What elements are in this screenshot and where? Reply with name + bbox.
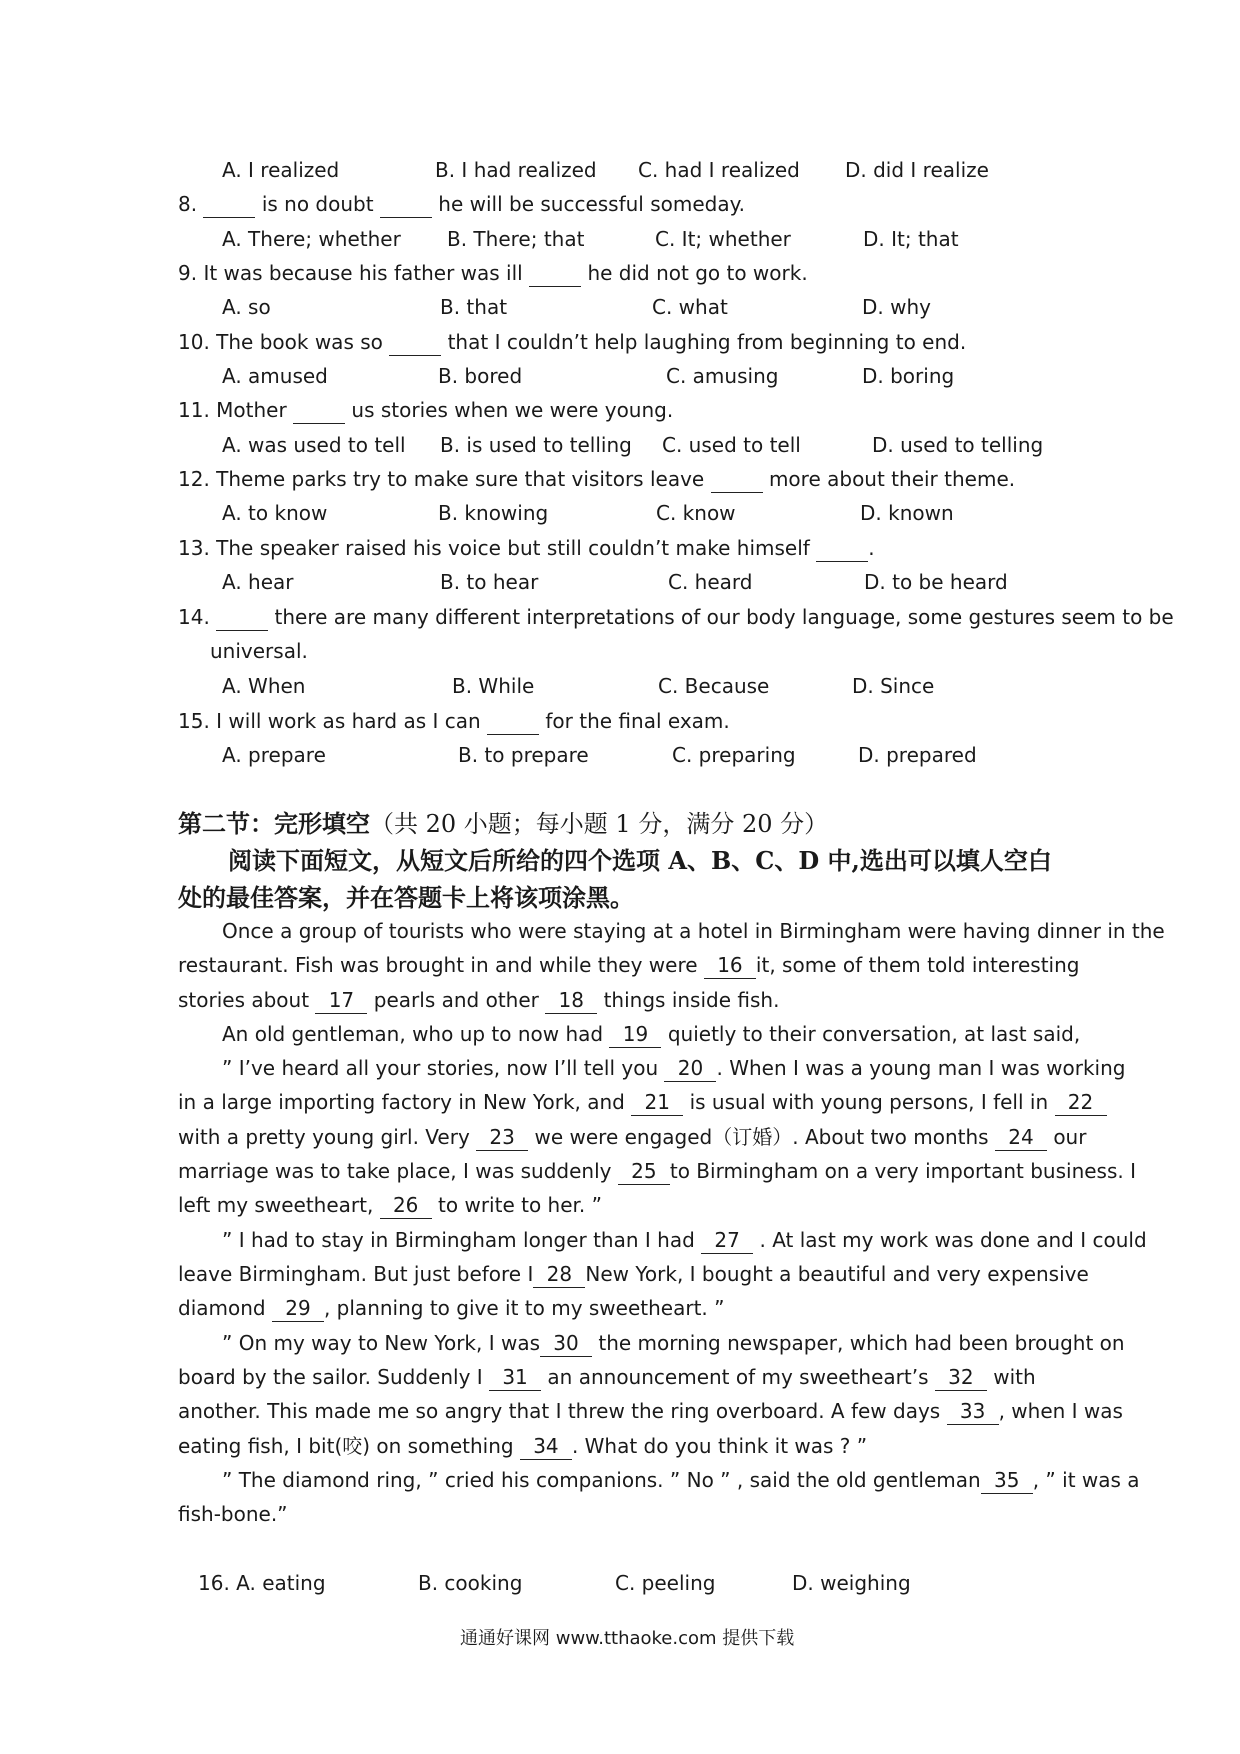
- option-d: D. did I realize: [845, 158, 989, 182]
- option-d: D. It; that: [863, 227, 959, 251]
- blank: [293, 397, 345, 424]
- question-number: 8.: [178, 192, 198, 216]
- blank: [711, 466, 763, 493]
- option-b: B. I had realized: [435, 158, 597, 182]
- passage-text: eating fish, I bit(咬) on something: [178, 1434, 514, 1458]
- passage-text: ” I had to stay in Birmingham longer than I had: [222, 1228, 695, 1252]
- blank-27: 27: [701, 1227, 753, 1254]
- question-text: more about their theme.: [768, 467, 1016, 491]
- option-a: A. amused: [222, 364, 328, 388]
- option-c: C. amusing: [666, 364, 779, 388]
- passage-line: [178, 1089, 1107, 1116]
- passage-text: , when I was: [998, 1399, 1123, 1423]
- question-13: [178, 535, 875, 562]
- passage-text: , ” it was a: [1032, 1468, 1140, 1492]
- passage-text: . When I was a young man I was working: [716, 1056, 1126, 1080]
- passage-line: [178, 1261, 1089, 1288]
- option-c: C. had I realized: [638, 158, 800, 182]
- blank-32: 32: [935, 1364, 987, 1391]
- question-text: 10. The book was so: [178, 330, 383, 354]
- option-a: A. There; whether: [222, 227, 401, 251]
- blank: [529, 260, 581, 287]
- passage-line: [178, 1124, 1086, 1151]
- blank-17: 17: [315, 987, 367, 1014]
- question-9: [178, 260, 808, 287]
- passage-text: our: [1053, 1125, 1087, 1149]
- passage-line: [178, 1398, 1123, 1425]
- passage-text: ” I’ve heard all your stories, now I’ll tell you: [222, 1056, 659, 1080]
- option-c: C. Because: [658, 674, 770, 698]
- passage-text: things inside fish.: [603, 988, 780, 1012]
- option-c: C. peeling: [615, 1571, 716, 1595]
- passage-text: in a large importing factory in New York, and: [178, 1090, 625, 1114]
- blank: [487, 708, 539, 735]
- question-14: [178, 604, 1174, 631]
- option-b: B. to prepare: [458, 743, 589, 767]
- passage-line: [178, 1364, 1036, 1391]
- footer-text: 通通好课网 www.tthaoke.com 提供下载: [460, 1628, 795, 1649]
- passage-text: an announcement of my sweetheart’s: [547, 1365, 929, 1389]
- section-title-bold: 第二节：完形填空: [178, 809, 370, 838]
- blank: [216, 604, 268, 631]
- passage-text: stories about: [178, 988, 310, 1012]
- passage-text: board by the sailor. Suddenly I: [178, 1365, 483, 1389]
- passage-text: , planning to give it to my sweetheart. ”: [323, 1296, 725, 1320]
- blank-25: 25: [618, 1158, 670, 1185]
- option-c: C. what: [652, 295, 728, 319]
- blank: [380, 191, 432, 218]
- option-a: A. I realized: [222, 158, 340, 182]
- blank-19: 19: [609, 1021, 661, 1048]
- option-c: C. know: [656, 501, 736, 525]
- passage-text: ” On my way to New York, I was: [222, 1331, 540, 1355]
- passage-line: [222, 1467, 1140, 1494]
- question-text: is no doubt: [261, 192, 374, 216]
- passage-text: marriage was to take place, I was suddenly: [178, 1159, 612, 1183]
- passage-text: diamond: [178, 1296, 266, 1320]
- question-8: [178, 191, 745, 218]
- question-text: he will be successful someday.: [438, 192, 745, 216]
- option-d: D. known: [860, 501, 954, 525]
- passage-line: [178, 1295, 725, 1322]
- passage-line: [178, 987, 779, 1014]
- passage-text: to Birmingham on a very important business. I: [669, 1159, 1137, 1183]
- blank-21: 21: [631, 1089, 683, 1116]
- blank-34: 34: [520, 1433, 572, 1460]
- passage-text: quietly to their conversation, at last said,: [667, 1022, 1081, 1046]
- option-d: D. Since: [852, 674, 935, 698]
- blank-16: 16: [704, 952, 756, 979]
- passage-text: pearls and other: [373, 988, 539, 1012]
- option-a: A. When: [222, 674, 306, 698]
- option-c: C. preparing: [672, 743, 796, 767]
- passage-line: [222, 1330, 1125, 1357]
- blank-26: 26: [380, 1192, 432, 1219]
- option-c: C. It; whether: [655, 227, 791, 251]
- question-text: 12. Theme parks try to make sure that visitors leave: [178, 467, 705, 491]
- passage-text: An old gentleman, who up to now had: [222, 1022, 604, 1046]
- option-d: D. to be heard: [864, 570, 1008, 594]
- passage-line: [178, 1158, 1136, 1185]
- question-text: 15. I will work as hard as I can: [178, 709, 481, 733]
- option-c: C. used to tell: [662, 433, 801, 457]
- passage-text: ” The diamond ring, ” cried his companions. ” No ” , said the old gentleman: [222, 1468, 981, 1492]
- option-a: A. to know: [222, 501, 328, 525]
- option-a: A. was used to tell: [222, 433, 406, 457]
- passage-line: [222, 1227, 1147, 1254]
- option-b: B. knowing: [438, 501, 549, 525]
- question-text: that I couldn’t help laughing from beginning to end.: [447, 330, 967, 354]
- option-d: D. weighing: [792, 1571, 911, 1595]
- option-b: B. that: [440, 295, 508, 319]
- passage-line: [222, 1021, 1080, 1048]
- instruction-line-1: 阅读下面短文，从短文后所给的四个选项 A、B、C、D 中,选出可以填人空白: [228, 846, 1052, 875]
- blank-24: 24: [995, 1124, 1047, 1151]
- blank: [816, 535, 868, 562]
- question-text: 11. Mother: [178, 398, 287, 422]
- section-title: [178, 808, 828, 840]
- passage-text: another. This made me so angry that I threw the ring overboard. A few days: [178, 1399, 941, 1423]
- option-d: D. why: [862, 295, 931, 319]
- passage-line: [178, 1433, 867, 1460]
- question-12: [178, 466, 1015, 493]
- option-a: 16. A. eating: [198, 1571, 326, 1595]
- passage-text: with: [993, 1365, 1036, 1389]
- passage-text: leave Birmingham. But just before I: [178, 1262, 534, 1286]
- question-text: us stories when we were young.: [351, 398, 674, 422]
- question-11: [178, 397, 673, 424]
- passage-text: the morning newspaper, which had been brought on: [598, 1331, 1125, 1355]
- option-b: B. bored: [438, 364, 523, 388]
- section-title-scoring: （共 20 小题；每小题 1 分，满分 20 分）: [370, 810, 829, 838]
- blank-33: 33: [947, 1398, 999, 1425]
- blank-31: 31: [489, 1364, 541, 1391]
- option-b: B. cooking: [418, 1571, 523, 1595]
- blank-28: 28: [533, 1261, 585, 1288]
- blank-30: 30: [540, 1330, 592, 1357]
- option-b: B. to hear: [440, 570, 539, 594]
- option-a: A. so: [222, 295, 271, 319]
- passage-text: . What do you think it was ? ”: [571, 1434, 868, 1458]
- question-text: 9. It was because his father was ill: [178, 261, 523, 285]
- option-a: A. prepare: [222, 743, 326, 767]
- question-text: .: [868, 536, 875, 560]
- passage-line: [178, 1192, 602, 1219]
- blank-23: 23: [476, 1124, 528, 1151]
- option-d: D. used to telling: [872, 433, 1044, 457]
- passage-text: it, some of them told interesting: [755, 953, 1080, 977]
- passage-line: fish-bone.”: [178, 1502, 288, 1526]
- option-a: A. hear: [222, 570, 294, 594]
- passage-text: restaurant. Fish was brought in and while they were: [178, 953, 698, 977]
- blank-35: 35: [981, 1467, 1033, 1494]
- passage-line: Once a group of tourists who were staying at a hotel in Birmingham were having dinner in the: [222, 919, 1165, 943]
- passage-text: we were engaged（订婚）. About two months: [534, 1125, 989, 1149]
- blank: [203, 191, 255, 218]
- blank-29: 29: [272, 1295, 324, 1322]
- question-number: 14.: [178, 605, 210, 629]
- option-c: C. heard: [668, 570, 753, 594]
- blank-18: 18: [545, 987, 597, 1014]
- passage-line: [222, 1055, 1125, 1082]
- option-b: B. There; that: [447, 227, 585, 251]
- passage-text: New York, I bought a beautiful and very expensive: [585, 1262, 1089, 1286]
- option-d: D. prepared: [858, 743, 977, 767]
- instruction-line-2: 处的最佳答案，并在答题卡上将该项涂黑。: [178, 883, 634, 912]
- blank-22: 22: [1055, 1089, 1107, 1116]
- passage-text: . At last my work was done and I could: [759, 1228, 1147, 1252]
- question-10: [178, 329, 966, 356]
- question-text: for the final exam.: [545, 709, 730, 733]
- question-text: there are many different interpretations of our body language, some gestures seem to be: [274, 605, 1174, 629]
- blank-20: 20: [664, 1055, 716, 1082]
- passage-text: is usual with young persons, I fell in: [689, 1090, 1049, 1114]
- passage-text: with a pretty young girl. Very: [178, 1125, 470, 1149]
- option-b: B. is used to telling: [440, 433, 632, 457]
- question-15: [178, 708, 730, 735]
- question-text: 13. The speaker raised his voice but still couldn’t make himself: [178, 536, 810, 560]
- question-14-continued: universal.: [210, 639, 308, 663]
- passage-text: to write to her. ”: [438, 1193, 602, 1217]
- blank: [389, 329, 441, 356]
- option-d: D. boring: [862, 364, 955, 388]
- question-text: he did not go to work.: [587, 261, 808, 285]
- passage-line: [178, 952, 1079, 979]
- passage-text: left my sweetheart,: [178, 1193, 374, 1217]
- option-b: B. While: [452, 674, 535, 698]
